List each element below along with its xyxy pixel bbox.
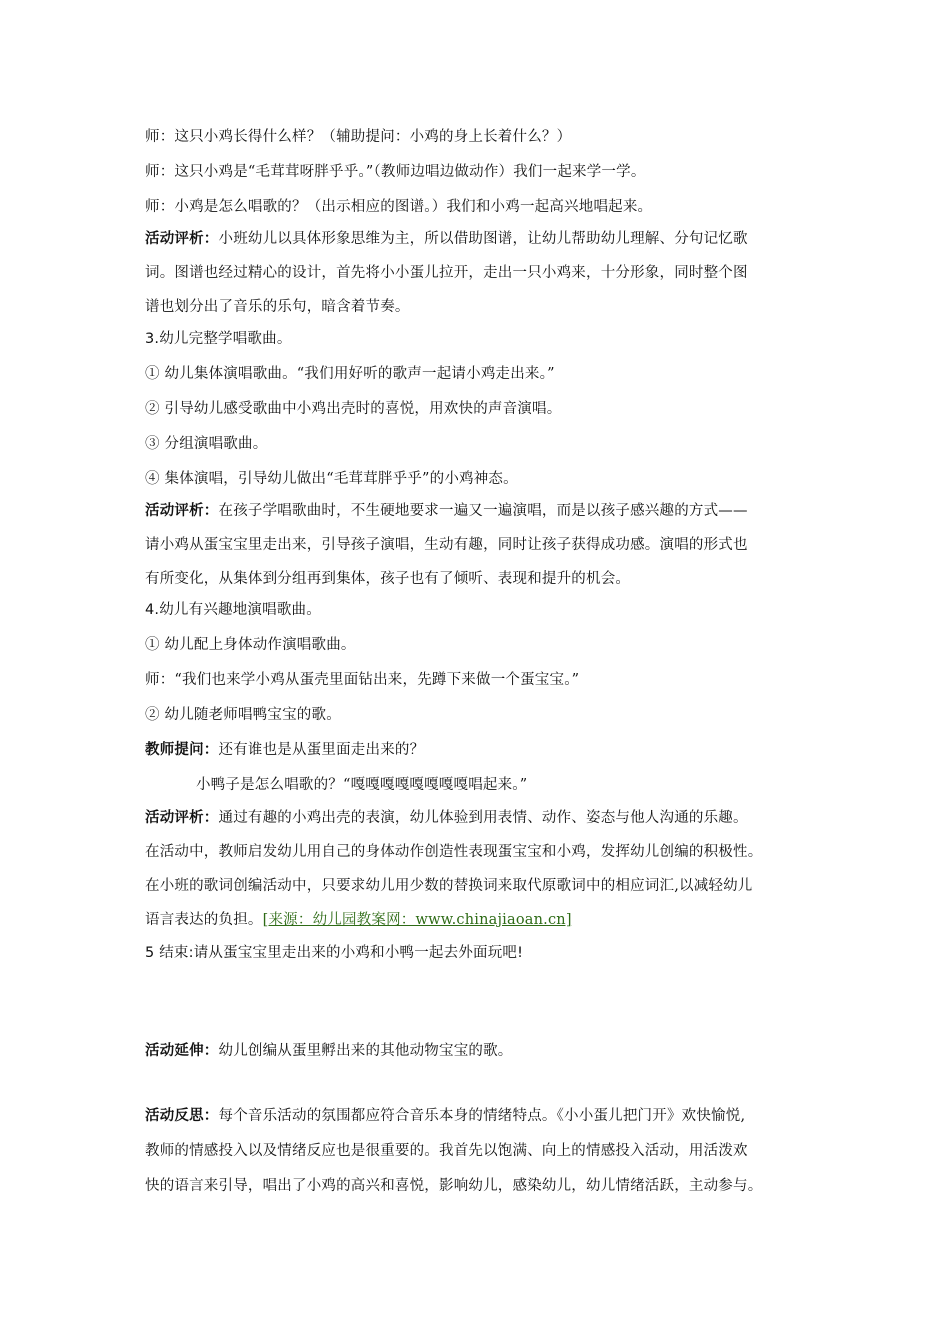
text-line [145,943,523,963]
line-text: 3.幼儿完整学唱歌曲。 [145,331,292,347]
line-text: 有所变化，从集体到分组再到集体，孩子也有了倾听、表现和提升的机会。 [145,571,631,587]
line-text: 词。图谱也经过精心的设计，首先将小小蛋儿拉开，走出一只小鸡来，十分形象，同时整个图 [145,265,748,281]
text-line [196,775,527,795]
section-label: 活动反思： [145,1108,219,1124]
list-item [145,635,356,655]
text-line [145,808,748,828]
text-line [145,876,753,896]
line-text: ④ 集体演唱，引导幼儿做出“毛茸茸胖乎乎”的小鸡神态。 [145,471,518,487]
step-heading [145,600,321,620]
line-text: ① 幼儿集体演唱歌曲。“我们用好听的歌声一起请小鸡走出来。” [145,366,555,382]
line-text: 5 结束:请从蛋宝宝里走出来的小鸡和小鸭一起去外面玩吧! [145,945,524,961]
list-item [145,434,267,454]
list-item [145,364,555,384]
line-text: 师：这只小鸡长得什么样？（辅助提问：小鸡的身上长着什么？） [145,129,572,145]
line-text: 谱也划分出了音乐的乐句，暗含着节奏。 [145,299,410,315]
line-text: 师：小鸡是怎么唱歌的？（出示相应的图谱。）我们和小鸡一起高兴地唱起来。 [145,199,653,215]
step-heading [145,329,292,349]
text-line [145,569,630,589]
text-line [145,127,571,147]
line-text: 幼儿创编从蛋里孵出来的其他动物宝宝的歌。 [218,1043,513,1059]
text-line [145,910,572,930]
line-text: 在活动中，教师启发幼儿用自己的身体动作创造性表现蛋宝宝和小鸡，发挥幼儿创编的积极性。 [145,844,763,860]
text-line [145,229,748,249]
text-line [145,1041,513,1061]
line-text: ② 幼儿随老师唱鸭宝宝的歌。 [145,707,341,723]
line-text: 通过有趣的小鸡出壳的表演，幼儿体验到用表情、动作、姿态与他人沟通的乐趣。 [218,810,748,826]
line-text: 还有谁也是从蛋里面走出来的？ [218,742,425,758]
text-line [145,535,748,555]
text-line [145,740,424,760]
text-line [145,197,652,217]
line-text: 小班幼儿以具体形象思维为主，所以借助图谱，让幼儿帮助幼儿理解、分句记忆歌 [218,231,748,247]
text-line [145,501,748,521]
line-text: 4.幼儿有兴趣地演唱歌曲。 [145,602,321,618]
text-line [145,670,579,690]
list-item [145,399,561,419]
line-text: 师：这只小鸡是“毛茸茸呀胖乎乎。”（教师边唱边做动作）我们一起来学一学。 [145,164,646,180]
list-item [145,469,518,489]
line-text: 每个音乐活动的氛围都应符合音乐本身的情绪特点。《小小蛋儿把门开》欢快愉悦, [218,1108,746,1124]
text-line [145,162,646,182]
text-line [145,1141,748,1161]
text-line [145,1176,762,1196]
line-text: 小鸭子是怎么唱歌的？“嘎嘎嘎嘎嘎嘎嘎嘎唱起来。” [196,777,528,793]
text-line [145,297,410,317]
text-line [145,1106,745,1126]
section-label: 活动评析： [145,810,219,826]
line-text: 在孩子学唱歌曲时，不生硬地要求一遍又一遍演唱，而是以孩子感兴趣的方式—— [218,503,748,519]
line-text: ① 幼儿配上身体动作演唱歌曲。 [145,637,356,653]
line-text: 请小鸡从蛋宝宝里走出来，引导孩子演唱，生动有趣，同时让孩子获得成功感。演唱的形式也 [145,537,748,553]
line-text: 语言表达的负担。 [145,912,263,928]
section-label: 教师提问： [145,742,219,758]
text-line [145,842,762,862]
line-text: 快的语言来引导，唱出了小鸡的高兴和喜悦，影响幼儿，感染幼儿，幼儿情绪活跃，主动参与。 [145,1178,763,1194]
text-line [145,263,748,283]
line-text: 教师的情感投入以及情绪反应也是很重要的。我首先以饱满、向上的情感投入活动，用活泼欢 [145,1143,748,1159]
line-text: ③ 分组演唱歌曲。 [145,436,268,452]
line-text: ② 引导幼儿感受歌曲中小鸡出壳时的喜悦，用欢快的声音演唱。 [145,401,562,417]
line-text: 在小班的歌词创编活动中，只要求幼儿用少数的替换词来取代原歌词中的相应词汇,以减轻幼儿 [145,878,753,894]
section-label: 活动评析： [145,503,219,519]
section-label: 活动延伸： [145,1043,219,1059]
list-item [145,705,341,725]
line-text: 师：“我们也来学小鸡从蛋壳里面钻出来，先蹲下来做一个蛋宝宝。” [145,672,580,688]
source-link[interactable]: [来源：幼儿园教案网：www.chinajiaoan.cn] [262,912,572,928]
section-label: 活动评析： [145,231,219,247]
